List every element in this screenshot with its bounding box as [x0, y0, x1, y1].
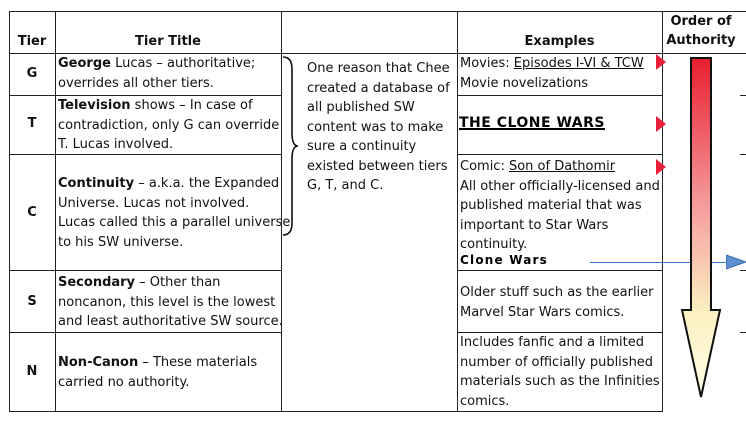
col-border-note [457, 11, 458, 412]
order-row-border-1 [740, 95, 746, 96]
table-bottom-border [9, 411, 662, 412]
note-line: sure a continuity [307, 139, 417, 154]
tier-t: T [27, 116, 37, 131]
tier-n: N [26, 364, 38, 379]
header-examples: Examples [524, 34, 595, 49]
row-s-border [9, 332, 281, 333]
tier-title-text: and least authoritative SW source. [58, 314, 283, 329]
header-tier: Tier [17, 34, 47, 49]
tier-title-g [58, 54, 255, 93]
tier-title-text: shows – In case of [130, 98, 253, 113]
table-top-border [9, 11, 746, 12]
ex-row-border-1 [457, 95, 662, 96]
tier-title-n [58, 353, 257, 392]
example-text: materials such as the Infinities [460, 374, 660, 389]
example-text: published material that was [460, 198, 642, 213]
note-line: G, T, and C. [307, 178, 384, 193]
header-tier-title: Tier Title [135, 34, 201, 49]
example-text: comics. [460, 393, 510, 409]
curly-brace [281, 55, 301, 237]
tier-title-bold: Television [58, 98, 131, 113]
example-text: Older stuff such as the earlier [460, 285, 654, 300]
tier-title-text: Universe. Lucas not involved. [58, 195, 250, 211]
example-text: number of officially published [460, 354, 654, 370]
note-line: content was to make [307, 119, 444, 135]
tier-title-text: – Other than [135, 275, 221, 290]
tier-title-text: T. Lucas involved. [58, 137, 174, 152]
row-c-border [9, 270, 281, 271]
tier-title-bold: Continuity [58, 176, 135, 191]
example-c [460, 157, 660, 255]
continuity-note [307, 59, 450, 196]
tier-title-text: – These materials [138, 355, 258, 370]
example-link-episodes[interactable]: Episodes I-VI & TCW [513, 56, 644, 71]
tier-title-t [58, 96, 279, 155]
order-of-authority-arrow [680, 55, 724, 401]
flag-marker-g [656, 54, 666, 70]
tier-title-text: contradiction, only G can override [58, 117, 280, 133]
col-border-tier [55, 11, 56, 412]
order-row-border-4 [740, 332, 746, 333]
tier-title-s [58, 273, 283, 332]
example-link-son-of-dathomir[interactable]: Son of Dathomir [508, 159, 616, 174]
example-text: important to Star Wars [460, 217, 609, 233]
tier-title-bold: George [58, 56, 111, 71]
example-g [460, 54, 644, 93]
note-line: One reason that Chee [307, 61, 450, 76]
example-n [460, 333, 660, 411]
tier-title-bold: Non-Canon [58, 355, 139, 370]
order-row-border-3 [740, 270, 746, 271]
note-line: all published SW [307, 100, 415, 115]
tier-title-text: carried no authority. [58, 374, 190, 390]
tier-title-text: Lucas – authoritative; [110, 56, 256, 71]
col-border-examples [662, 11, 663, 412]
tier-title-text: noncanon, this level is the lowest [58, 294, 276, 310]
example-text: Movie novelizations [460, 75, 589, 91]
header-order-line1: Order of [670, 14, 732, 29]
tier-title-bold: Secondary [58, 275, 136, 290]
example-s [460, 283, 654, 322]
example-text: continuity. [460, 237, 528, 252]
flag-marker-c [656, 159, 666, 175]
example-text: Includes fanfic and a limited [460, 335, 645, 350]
tier-title-text: Lucas called this a parallel universe [58, 215, 291, 230]
ex-row-border-2 [457, 154, 662, 155]
example-text: Marvel Star Wars comics. [460, 304, 625, 320]
example-prefix: Movies: [460, 56, 514, 71]
flag-marker-t [656, 116, 666, 132]
tier-title-text: to his SW universe. [58, 234, 184, 250]
note-line: created a database of [307, 80, 450, 96]
example-text: All other officially-licensed and [460, 178, 660, 194]
example-prefix: Comic: [460, 159, 509, 174]
tier-title-c [58, 174, 290, 252]
clone-wars-logo: THE CLONE WARS [459, 115, 605, 131]
tier-g: G [26, 66, 38, 81]
connector-arrowhead [726, 254, 746, 270]
tier-c: C [27, 205, 37, 220]
header-order-line2: Authority [666, 33, 736, 48]
tier-title-text: – a.k.a. the Expanded [134, 176, 280, 191]
clone-wars-2003-logo: Clone Wars [460, 253, 548, 267]
note-line: existed between tiers [307, 158, 448, 174]
tier-title-text: overrides all other tiers. [58, 75, 214, 91]
order-row-border-2 [740, 154, 746, 155]
tier-s: S [27, 294, 37, 309]
ex-row-border-3 [457, 270, 662, 271]
